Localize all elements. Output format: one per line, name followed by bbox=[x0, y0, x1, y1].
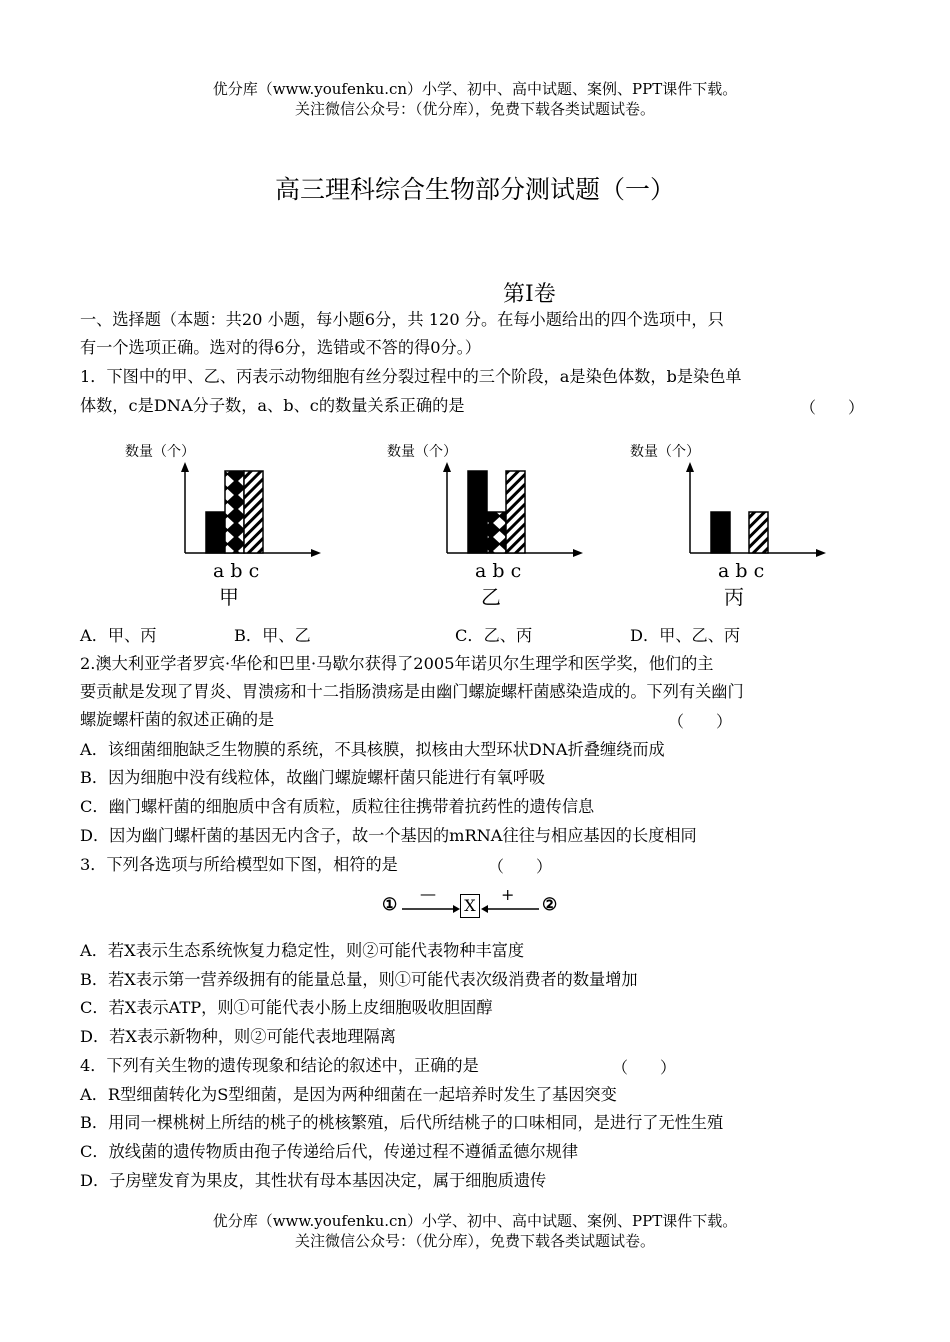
bar-b bbox=[487, 512, 506, 553]
q1-stem-line-1: 1．下图中的甲、乙、丙表示动物细胞有丝分裂过程中的三个阶段，a是染色体数，b是染色单 bbox=[80, 367, 742, 386]
volume-heading: 第Ⅰ卷 bbox=[503, 282, 556, 307]
q1-option-d: D．甲、乙、丙 bbox=[630, 626, 741, 645]
y-axis-arrow bbox=[686, 462, 694, 472]
q4-option-c: C．放线菌的遗传物质由孢子传递给后代，传递过程不遵循孟德尔规律 bbox=[80, 1142, 579, 1161]
chart-title: 乙 bbox=[481, 585, 501, 609]
bar-a bbox=[468, 471, 487, 553]
model-center-x: X bbox=[460, 894, 480, 918]
q1-stem-line-2: 体数，c是DNA分子数，a、b、c的数量关系正确的是 bbox=[80, 396, 465, 415]
q2-option-b: B．因为细胞中没有线粒体，故幽门螺旋螺杆菌只能进行有氧呼吸 bbox=[80, 768, 546, 787]
bar-a bbox=[711, 512, 730, 553]
chart-ylabel: 数量（个） bbox=[387, 444, 457, 460]
q4-stem: 4．下列有关生物的遗传现象和结论的叙述中，正确的是 bbox=[80, 1056, 479, 1075]
model-minus-sign: — bbox=[420, 884, 436, 903]
bar-c bbox=[244, 471, 263, 553]
q1-option-a: A．甲、丙 bbox=[80, 626, 157, 645]
page-title: 高三理科综合生物部分测试题（一） bbox=[274, 175, 675, 204]
model-node-2: ② bbox=[542, 895, 558, 915]
q1-option-c: C．乙、丙 bbox=[455, 626, 533, 645]
section-intro-line-1: 一、选择题（本题：共20 小题，每小题6分，共 120 分。在每小题给出的四个选项中，只 bbox=[80, 310, 724, 329]
q4-option-a: A．R型细菌转化为S型细菌，是因为两种细菌在一起培养时发生了基因突变 bbox=[80, 1085, 617, 1104]
chart-2 bbox=[387, 443, 583, 609]
q4-option-d: D．子房壁发育为果皮，其性状有母本基因决定，属于细胞质遗传 bbox=[80, 1171, 547, 1190]
header-line-2: 关注微信公众号：（优分库），免费下载各类试题试卷。 bbox=[294, 100, 655, 118]
model-arrow-left bbox=[481, 905, 539, 913]
chart-xlabels: a b c bbox=[213, 560, 260, 582]
q3-answer-bracket: （ ） bbox=[488, 857, 553, 876]
model-arrow-right bbox=[402, 905, 460, 913]
bar-a bbox=[206, 512, 225, 553]
q3-option-b: B．若X表示第一营养级拥有的能量总量，则①可能代表次级消费者的数量增加 bbox=[80, 970, 638, 989]
y-axis-arrow bbox=[181, 462, 189, 472]
q3-option-c: C．若X表示ATP，则①可能代表小肠上皮细胞吸收胆固醇 bbox=[80, 998, 493, 1017]
q2-answer-bracket: （ ） bbox=[668, 712, 733, 731]
model-node-1: ① bbox=[382, 895, 398, 915]
chart-3 bbox=[630, 443, 826, 609]
chart-xlabels: a b c bbox=[718, 560, 765, 582]
q2-stem-line-3: 螺旋螺杆菌的叙述正确的是 bbox=[80, 710, 275, 729]
q4-option-b: B．用同一棵桃树上所结的桃子的桃核繁殖，后代所结桃子的口味相同，是进行了无性生殖 bbox=[80, 1113, 724, 1132]
q1-answer-bracket: （ ） bbox=[800, 398, 865, 417]
x-axis-arrow bbox=[816, 549, 826, 557]
bar-c bbox=[749, 512, 768, 553]
model-plus-sign: + bbox=[501, 885, 515, 904]
header-line-1: 优分库（www.youfenku.cn）小学、初中、高中试题、案例、PPT课件下载。 bbox=[212, 80, 738, 98]
q4-answer-bracket: （ ） bbox=[612, 1058, 677, 1077]
chart-ylabel: 数量（个） bbox=[630, 444, 700, 460]
q2-option-a: A．该细菌细胞缺乏生物膜的系统，不具核膜，拟核由大型环状DNA折叠缠绕而成 bbox=[80, 740, 665, 759]
section-intro-line-2: 有一个选项正确。选对的得6分，选错或不答的得0分。） bbox=[80, 338, 481, 357]
q3-option-a: A．若X表示生态系统恢复力稳定性，则②可能代表物种丰富度 bbox=[80, 941, 525, 960]
q1-option-b: B．甲、乙 bbox=[234, 626, 311, 645]
q2-option-d: D．因为幽门螺杆菌的基因无内含子，故一个基因的mRNA往往与相应基因的长度相同 bbox=[80, 826, 697, 845]
q3-option-d: D．若X表示新物种，则②可能代表地理隔离 bbox=[80, 1027, 396, 1046]
q2-stem-line-2: 要贡献是发现了胃炎、胃溃疡和十二指肠溃疡是由幽门螺旋螺杆菌感染造成的。下列有关幽门 bbox=[80, 682, 744, 701]
chart-title: 丙 bbox=[724, 585, 744, 609]
y-axis-arrow bbox=[443, 462, 451, 472]
chart-ylabel: 数量（个） bbox=[125, 444, 195, 460]
chart-title: 甲 bbox=[219, 585, 239, 609]
q2-stem-line-1: 2.澳大利亚学者罗宾·华伦和巴里·马歇尔获得了2005年诺贝尔生理学和医学奖，他们的主 bbox=[80, 654, 714, 673]
bar-c bbox=[506, 471, 525, 553]
footer-line-2: 关注微信公众号：（优分库），免费下载各类试题试卷。 bbox=[294, 1232, 655, 1250]
q2-option-c: C．幽门螺杆菌的细胞质中含有质粒，质粒往往携带着抗药性的遗传信息 bbox=[80, 797, 595, 816]
bar-b bbox=[225, 471, 244, 553]
chart-xlabels: a b c bbox=[475, 560, 522, 582]
x-axis-arrow bbox=[573, 549, 583, 557]
chart-1 bbox=[125, 443, 321, 609]
q1-charts bbox=[100, 432, 860, 617]
q3-stem: 3．下列各选项与所给模型如下图，相符的是 bbox=[80, 855, 398, 874]
q3-model-diagram bbox=[382, 884, 567, 924]
footer-line-1: 优分库（www.youfenku.cn）小学、初中、高中试题、案例、PPT课件下载。 bbox=[212, 1212, 738, 1230]
x-axis-arrow bbox=[311, 549, 321, 557]
